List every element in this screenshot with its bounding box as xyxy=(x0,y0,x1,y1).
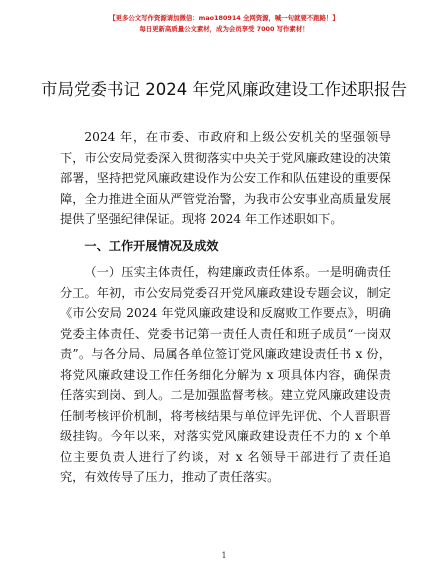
body-paragraph: （一）压实主体责任，构建廉政责任体系。一是明确责任分工。年初，市公安局党委召开党风廉政建设专题会议，制定《市公安局 2024 年党风廉政建设和反腐败工作要点》，明确党委主体责任、党委书记第一责任人责任和班子成员“一岗双责”。与各分局、局属各单位签订党风廉政建设责任书 x 份，将党风廉政建设工作任务细化分解为 x 项具体内容，确保责任落实到岗、到人。二是加强监督考核。建立党风廉政建设责任制考核评价机制，将考核结果与单位评先评优、个人晋职晋级挂钩。今年以来，对落实党风廉政建设责任不力的 x 个单位主要负责人进行了约谈，对 x 名领导干部进行了责任追究，有效传导了压力，推动了责任落实。 xyxy=(60,265,391,484)
promo-banner-line-2: 每日更新高质量公文素材，成为会员享受 7000 写作素材！ xyxy=(139,25,309,33)
page-number: 1 xyxy=(221,551,227,560)
document-body xyxy=(60,127,391,488)
document-title: 市局党委书记 2024 年党风廉政建设工作述职报告 xyxy=(41,80,407,99)
section-heading: 一、工作开展情况及成效 xyxy=(84,238,219,253)
intro-paragraph: 2024 年，在市委、市政府和上级公安机关的坚强领导下，市公安局党委深入贯彻落实中央关于党风廉政建设的决策部署，坚持把党风廉政建设作为公安工作和队伍建设的重要保障，全力推进全面从严管党治警，为我市公安事业高质量发展提供了坚强纪律保证。现将 2024 年工作述职如下。 xyxy=(60,130,391,226)
promo-banner-line-1: 【更多公文写作资源请加微信：mao180914 全网资源，喊一句就要不跑路！】 xyxy=(109,14,339,22)
